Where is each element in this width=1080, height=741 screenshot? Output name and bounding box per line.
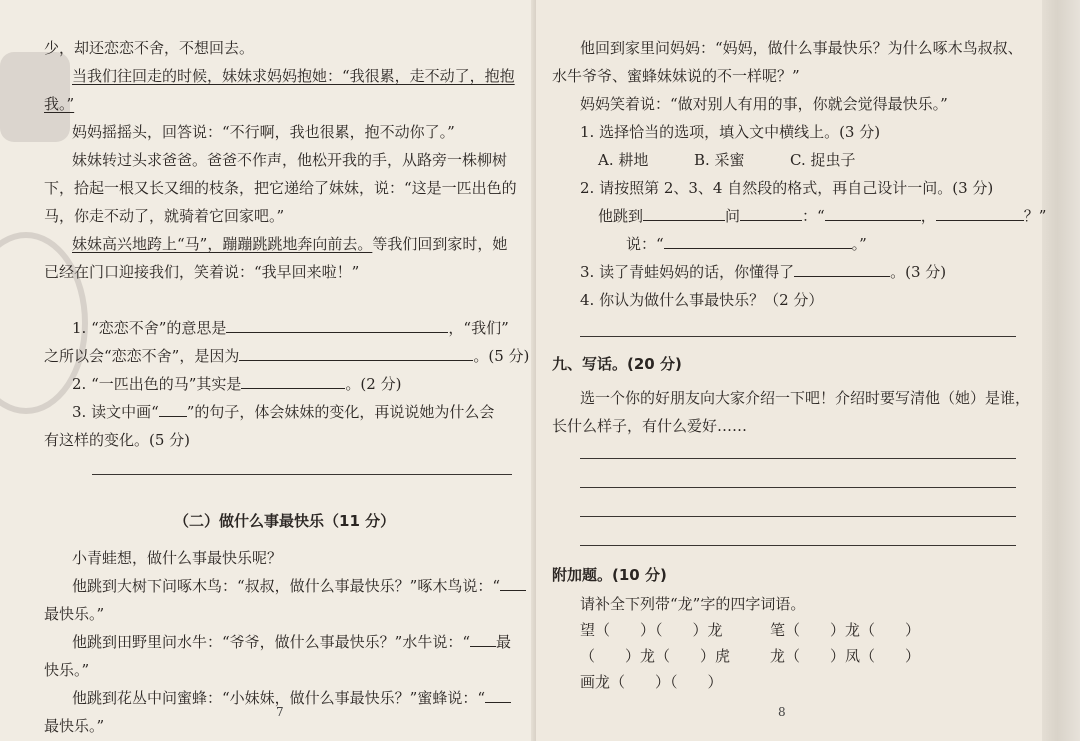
- story-text: 他跳到大树下问啄木鸟：“叔叔，做什么事最快乐？”啄木鸟说：“: [72, 577, 501, 595]
- question-1-line-1: [72, 318, 509, 338]
- question-text: ”的句子，体会妹妹的变化，再说说她为什么会: [186, 403, 495, 421]
- fill-text: ？”: [1023, 207, 1047, 225]
- question-text: 。(3 分): [890, 263, 947, 281]
- fill-text: 。”: [851, 235, 867, 253]
- idiom-item[interactable]: 画龙（ ）（ ）: [580, 673, 723, 691]
- story-line: 小青蛙想，做什么事最快乐呢？: [72, 549, 283, 567]
- answer-blank[interactable]: [825, 206, 921, 221]
- idiom-item[interactable]: 望（ ）（ ）龙: [580, 621, 723, 639]
- option-b: B. 采蜜: [694, 151, 745, 169]
- fill-text: 说：“: [626, 235, 664, 253]
- paragraph-line: 妈妈摇摇头，回答说：“不行啊，我也很累，抱不动你了。”: [72, 123, 455, 141]
- idiom-item[interactable]: 笔（ ）龙（ ）: [770, 621, 921, 639]
- option-a: A. 耕地: [598, 151, 649, 169]
- answer-blank[interactable]: [664, 234, 852, 249]
- question-3: [580, 262, 946, 282]
- story-line: [72, 688, 511, 708]
- paragraph-line: 少，却还恋恋不舍，不想回去。: [44, 39, 255, 57]
- fill-in-line-2: [626, 234, 867, 254]
- answer-line[interactable]: [580, 336, 1016, 337]
- section-title: （二）做什么事最快乐（11 分）: [174, 512, 396, 530]
- question-text: 2. “一匹出色的马”其实是: [72, 375, 242, 393]
- story-line: 最快乐。”: [44, 717, 105, 735]
- bonus-title: 附加题。(10 分): [552, 566, 667, 584]
- story-line: 水牛爷爷、蜜蜂妹妹说的不一样呢？”: [552, 67, 800, 85]
- story-line: 最快乐。”: [44, 605, 105, 623]
- story-line: [72, 576, 526, 596]
- writing-line[interactable]: [580, 516, 1016, 517]
- story-text: 最: [496, 633, 512, 651]
- paragraph-text: 等我们回到家时，她: [372, 235, 508, 253]
- page-number: 8: [778, 705, 786, 719]
- underlined-sentence: 妹妹高兴地跨上“马”，蹦蹦跳跳地奔向前去。: [72, 235, 373, 253]
- left-page: [0, 0, 536, 741]
- answer-blank[interactable]: [470, 632, 496, 647]
- page-edge: [1042, 0, 1080, 741]
- fill-text: ：“: [802, 207, 825, 225]
- writing-line[interactable]: [580, 545, 1016, 546]
- writing-prompt-line: 长什么样子，有什么爱好……: [552, 417, 748, 435]
- answer-blank[interactable]: [740, 206, 802, 221]
- answer-blank[interactable]: [226, 318, 448, 333]
- answer-blank[interactable]: [500, 576, 526, 591]
- answer-blank[interactable]: [936, 206, 1024, 221]
- question-4: 4. 你认为做什么事最快乐？（2 分）: [580, 291, 824, 309]
- question-text: 3. 读了青蛙妈妈的话，你懂得了: [580, 263, 795, 281]
- question-text: 1. “恋恋不舍”的意思是: [72, 319, 227, 337]
- fill-text: 问: [725, 207, 741, 225]
- writing-line[interactable]: [580, 487, 1016, 488]
- writing-line[interactable]: [580, 458, 1016, 459]
- question-3-line-2: 有这样的变化。(5 分): [44, 431, 191, 449]
- question-text: 3. 读文中画“: [72, 403, 159, 421]
- answer-blank[interactable]: [241, 374, 345, 389]
- writing-prompt-line: 选一个你的好朋友向大家介绍一下吧！介绍时要写清他（她）是谁，: [580, 389, 1031, 407]
- paragraph-line: 已经在门口迎接我们，笑着说：“我早回来啦！”: [44, 263, 360, 281]
- story-text: 他跳到田野里问水牛：“爷爷，做什么事最快乐？”水牛说：“: [72, 633, 471, 651]
- idiom-item[interactable]: （ ）龙（ ）虎: [580, 647, 731, 665]
- paragraph-line: 妹妹转过头求爸爸。爸爸不作声，他松开我的手，从路旁一株柳树: [72, 151, 508, 169]
- paragraph-line: 马，你走不动了，就骑着它回家吧。”: [44, 207, 285, 225]
- idiom-item[interactable]: 龙（ ）凤（ ）: [770, 647, 921, 665]
- question-text: 之所以会“恋恋不舍”，是因为: [44, 347, 240, 365]
- story-line: 妈妈笑着说：“做对别人有用的事，你就会觉得最快乐。”: [580, 95, 948, 113]
- answer-blank[interactable]: [643, 206, 725, 221]
- bonus-question: 请补全下列带“龙”字的四字词语。: [580, 595, 806, 613]
- underline-sample: [159, 402, 187, 417]
- paragraph-line: 下，拾起一根又长又细的枝条，把它递给了妹妹，说：“这是一匹出色的: [44, 179, 517, 197]
- story-line: 他回到家里问妈妈：“妈妈，做什么事最快乐？为什么啄木鸟叔叔、: [580, 39, 1023, 57]
- right-page: [536, 0, 1080, 741]
- question-text: 。(2 分): [345, 375, 402, 393]
- answer-blank[interactable]: [794, 262, 890, 277]
- question-text: ，“我们”: [448, 319, 509, 337]
- page-number: 7: [276, 705, 284, 719]
- option-c: C. 捉虫子: [790, 151, 856, 169]
- question-3-line-1: [72, 402, 494, 422]
- question-1-line-2: [44, 346, 529, 366]
- story-line: 快乐。”: [44, 661, 90, 679]
- answer-blank[interactable]: [239, 346, 473, 361]
- fill-in-line-1: [598, 206, 1046, 226]
- story-line: [72, 632, 511, 652]
- question-1: 1. 选择恰当的选项，填入文中横线上。(3 分): [580, 123, 881, 141]
- question-2: 2. 请按照第 2、3、4 自然段的格式，再自己设计一问。(3 分): [580, 179, 994, 197]
- fill-text: 他跳到: [598, 207, 644, 225]
- fill-text: ，: [920, 207, 936, 225]
- answer-line[interactable]: [92, 474, 512, 475]
- underlined-sentence-end: 我。”: [44, 95, 75, 113]
- paragraph-line: [72, 234, 507, 254]
- story-text: 他跳到花丛中问蜜蜂：“小妹妹，做什么事最快乐？”蜜蜂说：“: [72, 689, 486, 707]
- answer-blank[interactable]: [485, 688, 511, 703]
- section-9-title: 九、写话。(20 分): [552, 355, 682, 373]
- question-text: 。(5 分): [473, 347, 530, 365]
- underlined-sentence: 当我们往回走的时候，妹妹求妈妈抱她：“我很累，走不动了，抱抱: [72, 67, 515, 85]
- question-2: [72, 374, 401, 394]
